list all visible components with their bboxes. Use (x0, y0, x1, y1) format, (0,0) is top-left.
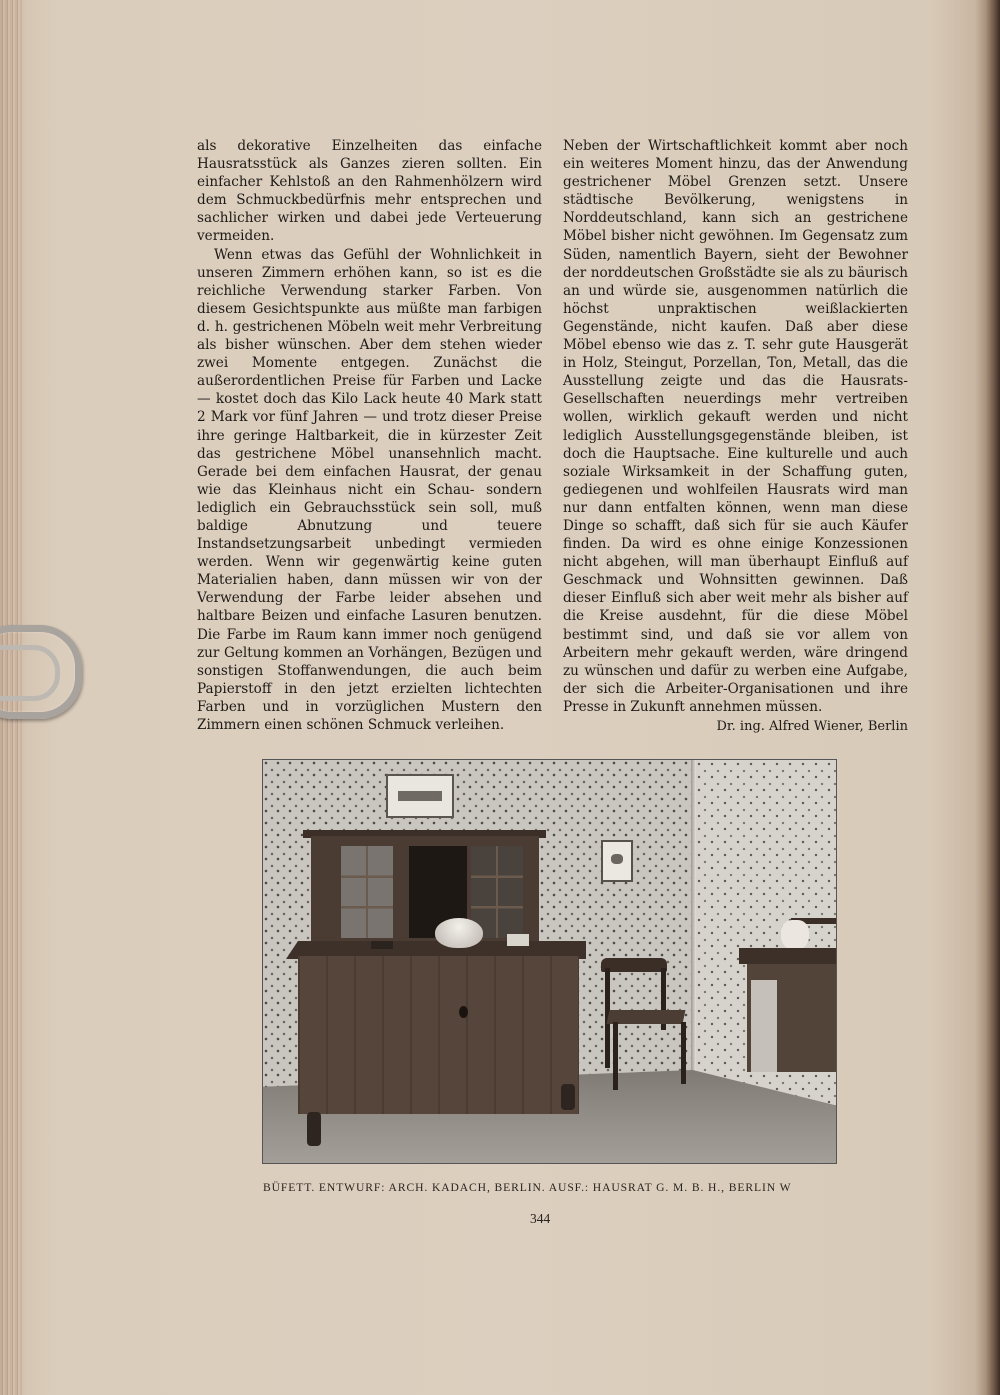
paragraph: als dekorative Einzelheiten das einfache Hausratsstück als Ganzes zieren sollten. Ein einfacher Kehlstoß an den Rahmenhölzern wird dem Schmuckbedürfnis mehr entsprechen und sachlicher wirken und dabei jede Verteuerung vermeiden. (197, 138, 542, 245)
sideboard-cabinet (298, 956, 579, 1114)
framed-picture-small (601, 840, 633, 882)
furniture-photograph (263, 760, 836, 1163)
chair-seat (607, 1010, 686, 1024)
framed-picture (386, 774, 454, 818)
side-table-top (739, 948, 836, 964)
book-spine-shadow (986, 0, 1000, 1395)
cupboard-glass-door (341, 846, 393, 938)
chair-leg (681, 1022, 686, 1084)
table-curtain (751, 980, 777, 1072)
chair-leg (613, 1022, 618, 1090)
page-number: 344 (530, 1211, 551, 1226)
room-corner (691, 760, 696, 1100)
fruit-bowl (435, 918, 483, 948)
left-text-column (197, 137, 542, 734)
paragraph: Neben der Wirtschaftlichkeit kommt aber noch ein weiteres Moment hinzu, das der Anwendung gestrichener Möbel Grenzen setzt. Unsere städtische Bevölkerung, wenigstens in Norddeutschland, kann sich an gestrichene Möbel bisher nicht gewöhnen. Im Gegensatz zum Süden, namentlich Bayern, sieht der Bewohner der norddeutschen Großstädte sie als zu bäurisch an und würde sie, ausgenommen natürlich die höchst unpraktischen weißlackierten Gegenstände, nicht kaufen. Daß aber diese Möbel ebenso wie das z. T. sehr gute Hausgerät in Holz, Steingut, Porzellan, Ton, Metall, das die Ausstellung zeigte und das die Hausrats-Gesellschaften neuerdings mehr vertreiben wollen, wirklich gekauft werden und nicht lediglich Ausstellungsgegenstände bleiben, ist doch die Hauptsache. Eine kulturelle und auch soziale Wirksamkeit in der Schaffung guten, gediegenen und wohlfeilen Hausrats wird man nur dann entfalten können, wenn man diese Dinge so schafft, daß sich für sie auch Käufer finden. Da wird es ohne einige Konzessionen nicht abgehen, will man überhaupt Einfluß auf Geschmack und Wohnsitten gewinnen. Daß dieser Einfluß sich aber weit mehr als bisher auf die Kreise ausdehnt, für die diese Möbel bestimmt sind, und daß sie vor allem von Arbeitern mehr gekauft werden, wäre dringend zu wünschen und dafür zu werben eine Aufgabe, der sich die Arbeiter-Organisationen und ihre Presse in Zukunft annehmen müssen. (563, 138, 908, 715)
glass-cupboard (311, 836, 539, 948)
small-tin (507, 934, 529, 946)
pitcher (781, 920, 809, 950)
paragraph: Wenn etwas das Gefühl der Wohnlichkeit in unseren Zimmern erhöhen kann, so ist es die reichliche Verwendung starker Farben. Von diesem Gesichtspunkte aus müßte man farbigen d. h. gestrichenen Möbeln weit mehr Verbreitung als bisher wünschen. Aber dem stehen wieder zwei Momente entgegen. Zunächst die außerordentlichen Preise für Farben und Lacke — kostet doch das Kilo Lack heute 40 Mark statt 2 Mark vor fünf Jahren — und trotz dieser Preise ihre geringe Haltbarkeit, die in kürzester Zeit das gestrichene Möbel unansehnlich macht. Gerade bei dem einfachen Hausrat, der genau wie das Kleinhaus nicht ein Schau- sondern lediglich ein Gebrauchsstück sein soll, muß baldige Abnutzung und teuere Instandsetzungsarbeit unbedingt vermieden werden. Wenn wir gegenwärtig keine guten Materialien haben, dann müssen wir von der Verwendung der Farbe leider absehen und haltbare Beizen und einfache Lasuren benutzen. Die Farbe im Raum kann immer noch genügend zur Geltung kommen an Vorhängen, Bezügen und sonstigen Stoffanwendungen, die auch beim Papierstoff in den jetzt erzielten lichtechten Farben und in vorzüglichen Mustern den Zimmern einen schönen Schmuck verleihen. (197, 246, 542, 733)
small-box (371, 941, 393, 949)
sideboard-leg (561, 1084, 575, 1110)
paper-clip-inner (0, 645, 60, 701)
chair-back (601, 958, 667, 972)
sideboard-leg (307, 1112, 321, 1146)
right-text-column (563, 137, 908, 736)
author-signature: Dr. ing. Alfred Wiener, Berlin (716, 719, 908, 734)
cabinet-knob (459, 1006, 468, 1018)
photo-caption: BÜFETT. ENTWURF: ARCH. KADACH, BERLIN. AUSF.: HAUSRAT G. M. B. H., BERLIN W (263, 1181, 792, 1194)
